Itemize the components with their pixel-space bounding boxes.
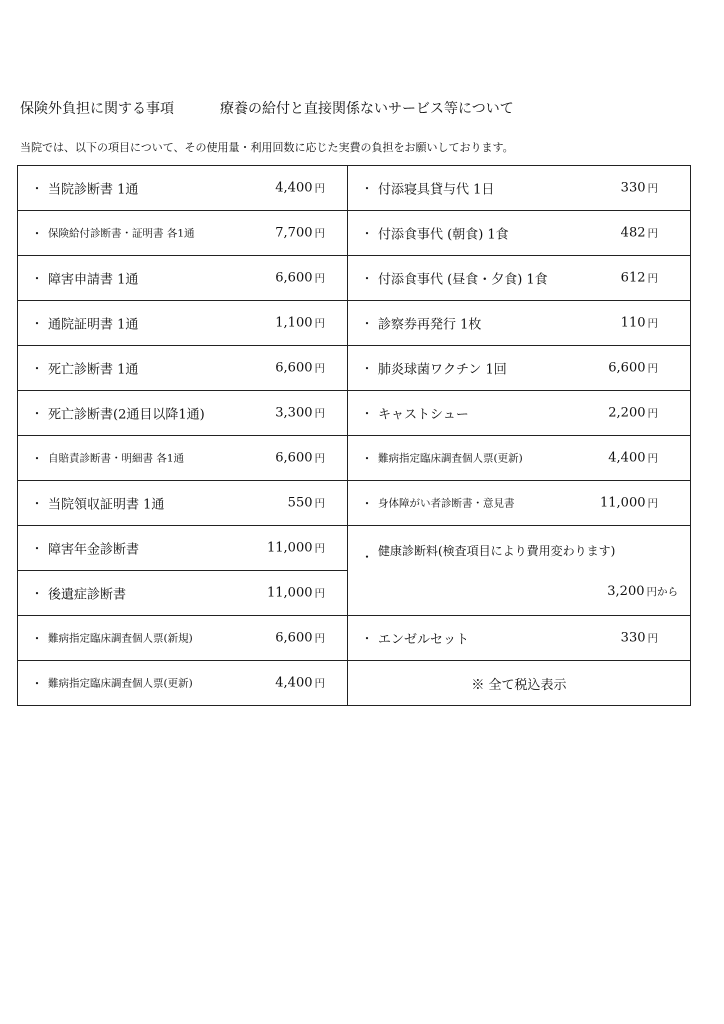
table-row [18, 346, 691, 391]
bullet: ・ [361, 226, 374, 241]
bullet: ・ [31, 226, 44, 241]
bullet: ・ [31, 676, 44, 691]
fee-price: 7,700 円 [275, 225, 325, 241]
fee-item-left [18, 481, 347, 525]
fee-price: 482 円 [620, 225, 658, 241]
fee-price: 4,400 円 [275, 180, 325, 196]
fee-label: 障害年金診断書 [48, 542, 140, 558]
bullet: ・ [31, 631, 44, 646]
fee-item-left [18, 166, 347, 210]
table-row [18, 301, 691, 346]
fee-item-right [348, 391, 690, 435]
bullet: ・ [361, 361, 374, 376]
fee-label: 診察券再発行 1枚 [378, 317, 482, 333]
table-row [18, 661, 691, 706]
fee-item-right [348, 436, 690, 480]
fee-price: 11,000 円 [600, 495, 658, 511]
health-check-price: 3,200 円から [607, 584, 678, 599]
fee-price: 6,600 円 [275, 450, 325, 466]
fee-item-left [18, 616, 347, 660]
table-row [18, 166, 691, 211]
fee-price: 2,200 円 [608, 405, 658, 421]
bullet: ・ [31, 406, 44, 421]
fee-label: 付添食事代 (昼食・夕食) 1食 [378, 272, 548, 288]
fee-label: 当院領収証明書 1通 [48, 497, 165, 513]
fee-price: 6,600 円 [608, 360, 658, 376]
table-row [18, 211, 691, 256]
page-header [20, 98, 514, 118]
fee-item-right [348, 256, 690, 300]
fee-item-left [18, 661, 347, 705]
fee-label: 保険給付診断書・証明書 各1通 [48, 227, 195, 240]
fee-price: 6,600 円 [275, 270, 325, 286]
fee-price: 4,400 円 [608, 450, 658, 466]
fee-price: 550 円 [287, 495, 325, 511]
fee-item-left [18, 391, 347, 435]
fee-price: 6,600 円 [275, 630, 325, 646]
table-row [18, 616, 691, 661]
fee-price: 11,000 円 [267, 540, 325, 556]
fee-item-left [18, 256, 347, 300]
page-title: 保険外負担に関する事項 [20, 101, 174, 117]
table-row [18, 481, 691, 526]
health-check-label: 健康診断料(検査項目により費用変わります) [378, 544, 616, 558]
health-check-item [348, 526, 690, 615]
fee-label: 難病指定臨床調査個人票(新規) [48, 632, 193, 645]
fee-item-left [18, 526, 347, 570]
bullet: ・ [361, 631, 374, 646]
fee-item-left [18, 346, 347, 390]
fee-label: エンゼルセット [378, 632, 470, 648]
fee-price: 3,300 円 [275, 405, 325, 421]
fee-label: 肺炎球菌ワクチン 1回 [378, 362, 507, 378]
fee-price: 612 円 [620, 270, 658, 286]
bullet: ・ [361, 181, 374, 196]
bullet: ・ [31, 586, 44, 601]
table-row [18, 391, 691, 436]
bullet: ・ [31, 361, 44, 376]
fee-label: 死亡診断書(2通目以降1通) [48, 407, 205, 423]
fee-label: 当院診断書 1通 [48, 182, 139, 198]
fee-item-right [348, 481, 690, 525]
fee-label: 身体障がい者診断書・意見書 [378, 497, 515, 510]
fee-price: 330 円 [620, 180, 658, 196]
page-subtitle: 療養の給付と直接関係ないサービス等について [220, 101, 514, 117]
table-row [18, 436, 691, 481]
fee-label: 障害申請書 1通 [48, 272, 139, 288]
bullet: ・ [361, 550, 374, 564]
fee-item-right [348, 346, 690, 390]
bullet: ・ [31, 496, 44, 511]
table-row [18, 256, 691, 301]
fee-label: 自賠責診断書・明細書 各1通 [48, 452, 185, 465]
fee-item-right [348, 301, 690, 345]
bullet: ・ [361, 406, 374, 421]
bullet: ・ [361, 496, 374, 511]
bullet: ・ [31, 181, 44, 196]
fee-label: キャストシュー [378, 407, 469, 423]
bullet: ・ [31, 451, 44, 466]
bullet: ・ [361, 316, 374, 331]
fee-price: 330 円 [620, 630, 658, 646]
fee-table [17, 165, 691, 706]
fee-label: 付添食事代 (朝食) 1食 [378, 227, 509, 243]
intro-text: 当院では、以下の項目について、その使用量・利用回数に応じた実費の負担をお願いしております。 [20, 141, 514, 154]
fee-label: 難病指定臨床調査個人票(更新) [48, 677, 193, 690]
bullet: ・ [31, 316, 44, 331]
fee-label: 通院証明書 1通 [48, 317, 139, 333]
bullet: ・ [31, 271, 44, 286]
fee-item-left [18, 211, 347, 255]
fee-label: 難病指定臨床調査個人票(更新) [378, 452, 523, 465]
angel-set-item [348, 616, 690, 660]
fee-label: 死亡診断書 1通 [48, 362, 139, 378]
fee-price: 1,100 円 [275, 315, 325, 331]
fee-price: 6,600 円 [275, 360, 325, 376]
fee-label: 付添寝具貸与代 1日 [378, 182, 495, 198]
fee-item-left [18, 301, 347, 345]
fee-item-right [348, 211, 690, 255]
tax-note: ※ 全て税込表示 [471, 677, 567, 693]
fee-price: 110 円 [620, 315, 658, 331]
fee-item-left [18, 436, 347, 480]
fee-price: 4,400 円 [275, 675, 325, 691]
fee-item-left [18, 571, 347, 615]
table-row [18, 526, 691, 571]
bullet: ・ [361, 451, 374, 466]
fee-price: 11,000 円 [267, 585, 325, 601]
bullet: ・ [31, 541, 44, 556]
fee-item-right [348, 166, 690, 210]
fee-label: 後遺症診断書 [48, 587, 127, 603]
bullet: ・ [361, 271, 374, 286]
